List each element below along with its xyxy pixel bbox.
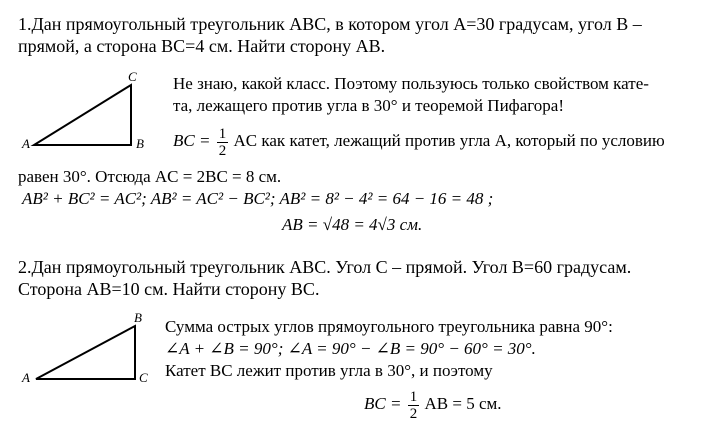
triangle1-vertex-a: A: [22, 136, 30, 151]
triangle2-figure: [18, 308, 168, 393]
problem1-note-line1: Не знаю, какой класс. Поэтому пользуюсь только свойством кате-: [173, 74, 649, 93]
eq1-denominator: 2: [218, 142, 227, 159]
problem1-equation1: [173, 122, 665, 160]
problem2-final-equation: [364, 385, 502, 423]
problem2-solution-line3: Катет BC лежит против угла в 30°, и поэтому: [165, 361, 493, 380]
triangle1: [34, 85, 131, 145]
triangle2-vertex-b: B: [134, 310, 142, 325]
eq-left: BC =: [364, 394, 402, 413]
triangle2-vertex-c: C: [139, 370, 148, 385]
problem1-statement-line1: 1.Дан прямоугольный треугольник ABC, в котором угол A=30 градусам, угол B –: [18, 14, 642, 34]
triangle2-vertex-a: A: [22, 370, 30, 385]
triangle2: [36, 326, 135, 379]
eq1-numerator: 1: [218, 125, 227, 142]
eq1-left: BC =: [173, 131, 211, 150]
eq-denominator: 2: [409, 405, 418, 422]
triangle1-vertex-c: C: [128, 69, 137, 84]
eq-numerator: 1: [409, 388, 418, 405]
problem2-statement-line2: Сторона AB=10 см. Найти сторону BC.: [18, 279, 320, 299]
eq-fraction: [408, 389, 420, 422]
triangle1-figure: [18, 68, 158, 158]
problem2-solution-line1: Сумма острых углов прямоугольного треугольника равна 90°:: [165, 317, 613, 336]
eq1-fraction: [217, 126, 229, 159]
problem1-statement-line2: прямой, а сторона BC=4 см. Найти сторону AB.: [18, 36, 386, 56]
problem2-statement-line1: 2.Дан прямоугольный треугольник ABC. Угол C – прямой. Угол B=60 градусам.: [18, 257, 632, 277]
problem1-equation2: AB² + BC² = AC²; AB² = AC² − BC²; AB² = 8² − 4² = 64 − 16 = 48 ;: [22, 189, 494, 208]
problem1-continuation: равен 30°. Отсюда AC = 2BC = 8 см.: [18, 167, 282, 186]
problem1-note-line2: та, лежащего против угла в 30° и теоремой Пифагора!: [173, 96, 564, 115]
eq1-right: AC как катет, лежащий против угла A, который по условию: [233, 131, 665, 150]
triangle1-vertex-b: B: [136, 136, 144, 151]
problem1-equation3: AB = √48 = 4√3 см.: [282, 215, 423, 234]
eq-right: AB = 5 см.: [424, 394, 502, 413]
problem2-solution-line2: ∠A + ∠B = 90°; ∠A = 90° − ∠B = 90° − 60° = 30°.: [165, 339, 536, 358]
